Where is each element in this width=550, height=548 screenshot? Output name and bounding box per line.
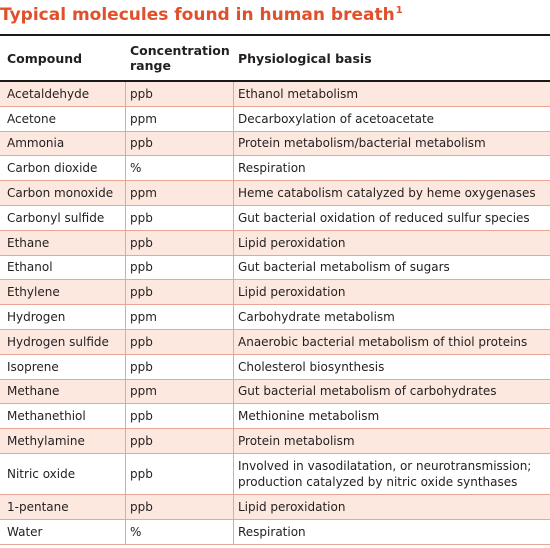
basis-cell: Respiration [238,524,306,539]
table-row [0,280,550,305]
compound-cell: Carbon dioxide [0,156,126,180]
concentration-cell: ppb [125,429,234,453]
compound-cell: Methanethiol [0,404,126,428]
concentration-cell: ppb [125,454,234,494]
table-row [0,495,550,520]
compound-cell: Methylamine [0,429,126,453]
compound-cell: Acetaldehyde [0,82,126,106]
basis-cell: Protein metabolism/bacterial metabolism [238,136,486,151]
compound-cell: Ethane [0,231,126,255]
header-compound: Compound [7,50,83,66]
basis-cell: Lipid peroxidation [238,235,346,250]
compound-cell: Hydrogen sulfide [0,330,126,354]
concentration-cell: ppm [125,181,234,205]
header-concentration-range: Concentration range [130,43,230,73]
concentration-cell: ppb [125,495,234,519]
compound-cell: Carbon monoxide [0,181,126,205]
footnote-marker: 1 [395,5,403,17]
concentration-cell: ppb [125,404,234,428]
table-row [0,82,550,107]
basis-cell: Anaerobic bacterial metabolism of thiol proteins [238,334,528,349]
basis-cell: Involved in vasodilatation, or neurotransmission; production catalyzed by nitric oxide synthases [238,458,532,489]
table-header-row [0,36,550,82]
basis-cell: Carbohydrate metabolism [238,310,395,325]
concentration-cell: % [125,156,234,180]
basis-cell: Gut bacterial metabolism of sugars [238,260,450,275]
concentration-cell: ppm [125,380,234,404]
table-row [0,206,550,231]
compound-cell: Water [0,520,126,544]
table-row [0,355,550,380]
compound-cell: Isoprene [0,355,126,379]
basis-cell: Decarboxylation of acetoacetate [238,111,435,126]
compound-cell: Methane [0,380,126,404]
compound-cell: 1-pentane [0,495,126,519]
concentration-cell: ppb [125,355,234,379]
concentration-cell: ppb [125,82,234,106]
table-row [0,520,550,545]
compound-cell: Ethanol [0,256,126,280]
concentration-cell: ppb [125,330,234,354]
table-row [0,429,550,454]
table-row [0,256,550,281]
basis-cell: Ethanol metabolism [238,86,359,101]
concentration-cell: ppm [125,107,234,131]
table-row [0,404,550,429]
table-row [0,107,550,132]
compound-cell: Acetone [0,107,126,131]
compound-cell: Carbonyl sulfide [0,206,126,230]
basis-cell: Protein metabolism [238,434,355,449]
header-physiological-basis: Physiological basis [238,50,372,66]
table-row [0,305,550,330]
table-row [0,330,550,355]
basis-cell: Lipid peroxidation [238,499,346,514]
basis-cell: Lipid peroxidation [238,285,346,300]
table-row [0,231,550,256]
basis-cell: Gut bacterial metabolism of carbohydrates [238,384,497,399]
title-text: Typical molecules found in human breath [0,5,395,25]
compound-cell: Nitric oxide [0,454,126,494]
compound-cell: Ethylene [0,280,126,304]
concentration-cell: % [125,520,234,544]
table-row [0,132,550,157]
compound-cell: Ammonia [0,132,126,156]
concentration-cell: ppb [125,206,234,230]
basis-cell: Methionine metabolism [238,409,380,424]
basis-cell: Cholesterol biosynthesis [238,359,385,374]
concentration-cell: ppm [125,305,234,329]
concentration-cell: ppb [125,256,234,280]
table-row [0,380,550,405]
compound-cell: Hydrogen [0,305,126,329]
concentration-cell: ppb [125,132,234,156]
table-row [0,156,550,181]
table-row [0,181,550,206]
concentration-cell: ppb [125,231,234,255]
table-body [0,82,550,545]
basis-cell: Respiration [238,161,306,176]
table-row [0,454,550,495]
table-title [0,0,403,34]
basis-cell: Gut bacterial oxidation of reduced sulfur species [238,210,530,225]
basis-cell: Heme catabolism catalyzed by heme oxygenases [238,186,536,201]
concentration-cell: ppb [125,280,234,304]
